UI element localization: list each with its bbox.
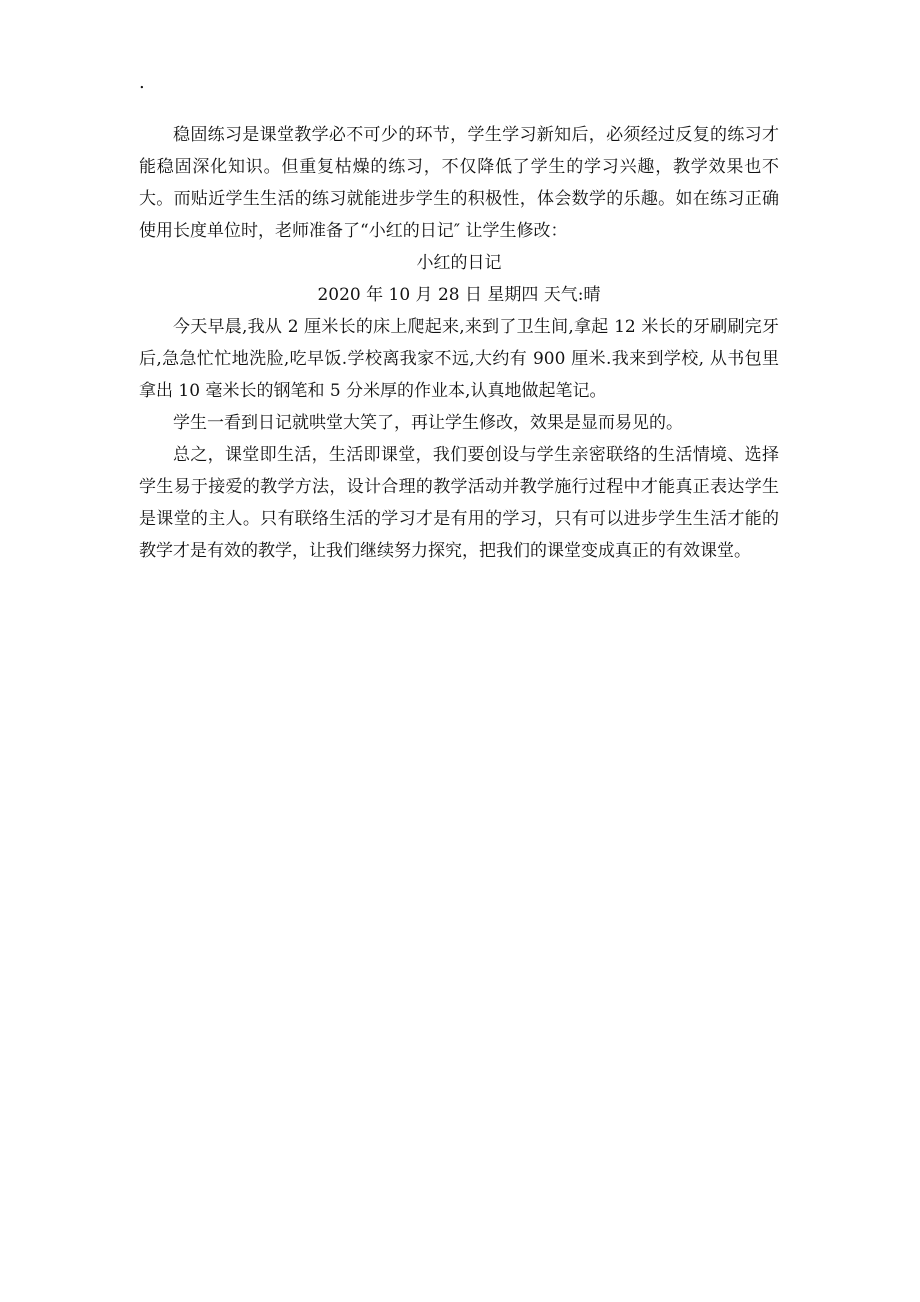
header-dot: . (139, 72, 145, 93)
intro-paragraph: 稳固练习是课堂教学必不可少的环节，学生学习新知后，必须经过反复的练习才能稳固深化知识。但重复枯燥的练习，不仅降低了学生的学习兴趣，教学效果也不大。而贴近学生生活的练习就能进步学生的积极性，体会数学的乐趣。如在练习正确使用长度单位时，老师准备了“小红的日记″ 让学生修改： (139, 125, 779, 241)
diary-title: 小红的日记 (416, 253, 502, 273)
conclusion-paragraph: 总之，课堂即生活，生活即课堂，我们要创设与学生亲密联络的生活情境、选择学生易于接爱的教学方法，设计合理的教学活动并教学施行过程中才能真正表达学生是课堂的主人。只有联络生活的学习才是有用的学习，只有可以进步学生生活才能的教学才是有效的教学，让我们继续努力探究，把我们的课堂变成真正的有效课堂。 (139, 445, 779, 561)
diary-body-paragraph: 今天早晨,我从 2 厘米长的床上爬起来,来到了卫生间,拿起 12 米长的牙刷刷完牙后,急急忙忙地洗脸,吃早饭.学校离我家不远,大约有 900 厘米.我来到学校, 从书包里拿出 10 毫米长的钢笔和 5 分米厚的作业本,认真地做起笔记。 (139, 317, 779, 401)
diary-date-line: 2020 年 10 月 28 日 星期四 天气:晴 (317, 285, 601, 305)
document-body (139, 119, 779, 567)
reaction-paragraph: 学生一看到日记就哄堂大笑了，再让学生修改，效果是显而易见的。 (173, 413, 683, 433)
